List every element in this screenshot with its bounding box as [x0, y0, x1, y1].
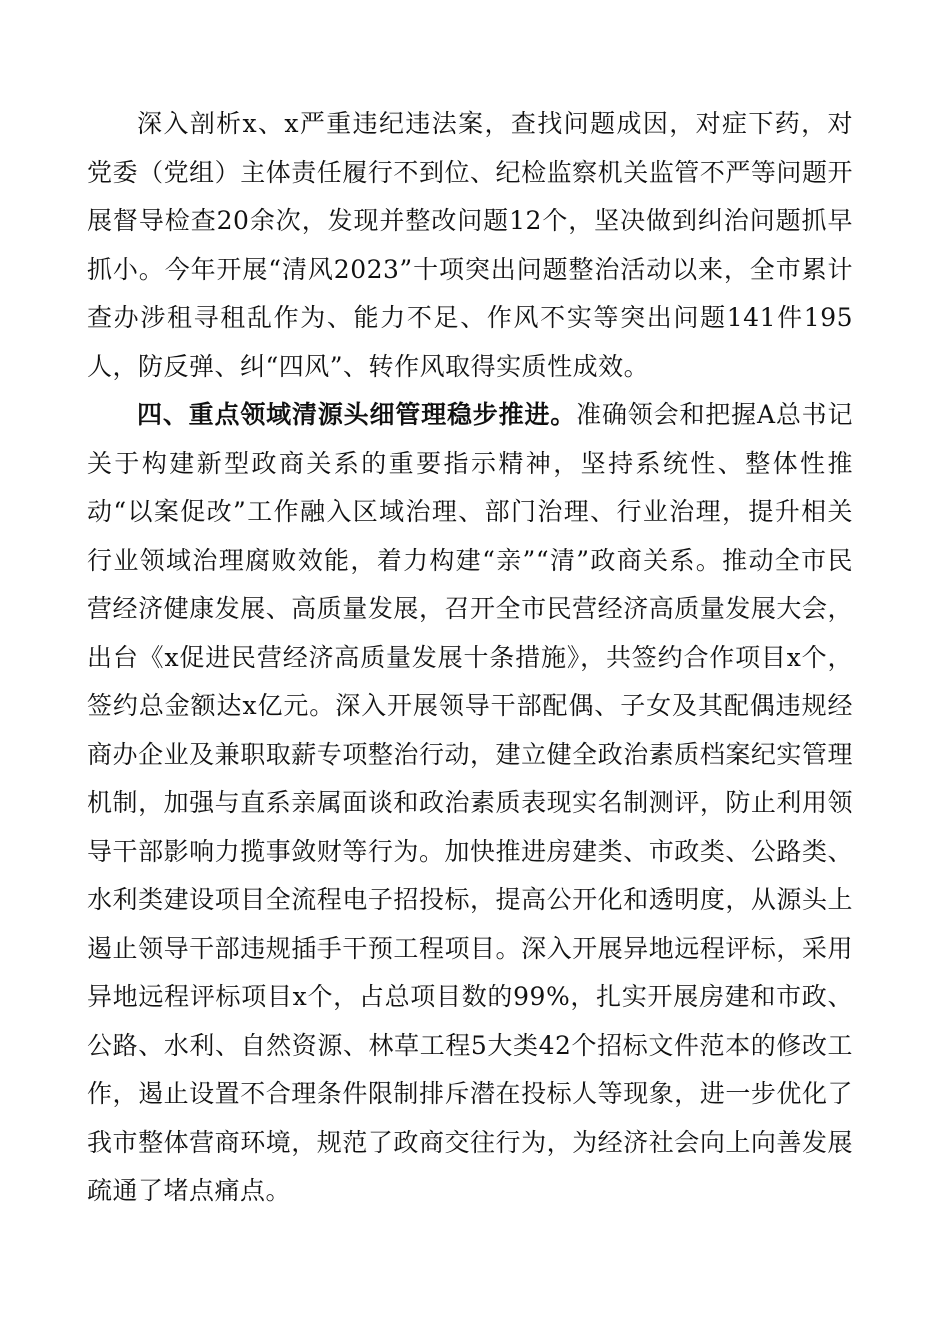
paragraph-key-areas: [87, 391, 853, 1216]
paragraph-1-text: 深入剖析x、x严重违纪违法案，查找问题成因，对症下药，对党委（党组）主体责任履行不到位、纪检监察机关监管不严等问题开展督导检查20余次，发现并整改问题12个，坚决做到纠治问题抓早抓小。今年开展“清风2023”十项突出问题整治活动以来，全市累计查办涉租寻租乱作为、能力不足、作风不实等突出问题141件195人，防反弹、纠“四风”、转作风取得实质性成效。: [87, 109, 853, 381]
document-body: [87, 100, 853, 1216]
section-heading: 四、重点领域清源头细管理稳步推进。: [137, 400, 577, 429]
paragraph-2-text: 准确领会和把握A总书记关于构建新型政商关系的重要指示精神，坚持系统性、整体性推动“以案促改”工作融入区域治理、部门治理、行业治理，提升相关行业领域治理腐败效能，着力构建“亲”“清”政商关系。推动全市民营经济健康发展、高质量发展，召开全市民营经济高质量发展大会，出台《x促进民营经济高质量发展十条措施》，共签约合作项目x个，签约总金额达x亿元。深入开展领导干部配偶、子女及其配偶违规经商办企业及兼职取薪专项整治行动，建立健全政治素质档案纪实管理机制，加强与直系亲属面谈和政治素质表现实名制测评，防止利用领导干部影响力揽事敛财等行为。加快推进房建类、市政类、公路类、水利类建设项目全流程电子招投标，提高公开化和透明度，从源头上遏止领导干部违规插手干预工程项目。深入开展异地远程评标，采用异地远程评标项目x个，占总项目数的99%，扎实开展房建和市政、公路、水利、自然资源、林草工程5大类42个招标文件范本的修改工作，遏止设置不合理条件限制排斥潜在投标人等现象，进一步优化了我市整体营商环境，规范了政商交往行为，为经济社会向上向善发展疏通了堵点痛点。: [87, 400, 853, 1205]
paragraph-case-analysis: [87, 100, 853, 391]
